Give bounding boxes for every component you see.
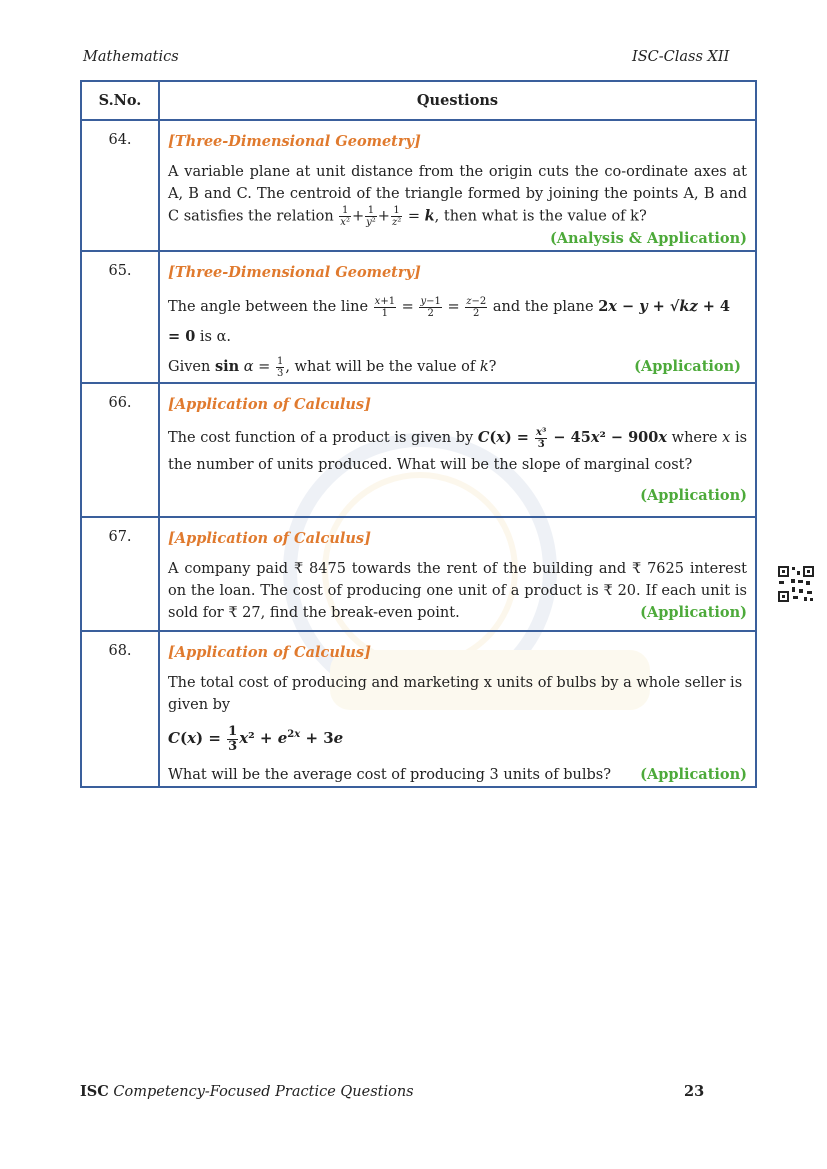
col-header-sno: S.No. <box>81 81 159 120</box>
header-subject: Mathematics <box>83 49 179 65</box>
question-row <box>81 120 756 251</box>
question-text: A company paid ₹ 8475 towards the rent of the building and ₹ 7625 interest on the loan. The cost of producing one unit of a product is ₹ 20. If each unit is sold for ₹ 27, find the break-even point. (Application) <box>168 558 747 624</box>
footer-title: ISC Competency-Focused Practice Questions <box>80 1083 414 1100</box>
question-tag: (Application) <box>640 604 747 621</box>
question-topic: [Application of Calculus] <box>168 644 371 661</box>
col-header-questions: Questions <box>159 81 756 120</box>
question-row <box>81 383 756 517</box>
question-topic: [Application of Calculus] <box>168 396 371 413</box>
questions-table <box>80 80 757 788</box>
question-text: The cost function of a product is given by C(x) = $\frac{\text{x³}}{3}$ − 45x² − 900x where x is the number of units produced. What will be the slope of marginal cost? <box>168 426 748 473</box>
header-class: ISC-Class XII <box>632 49 730 65</box>
question-tag: (Application) <box>634 358 741 375</box>
qr-code-icon[interactable] <box>777 565 815 603</box>
question-topic: [Application of Calculus] <box>168 530 371 547</box>
question-row <box>81 251 756 383</box>
question-row <box>81 517 756 631</box>
question-row <box>81 631 756 787</box>
question-number: 64. <box>81 120 159 251</box>
question-number: 68. <box>81 631 159 787</box>
question-tag: (Application) <box>640 765 747 783</box>
question-number: 67. <box>81 517 159 631</box>
question-text: The angle between the line $\frac{x+1}{1}$ = $\frac{y-1}{2}$ = $\frac{z-2}{2}$ and the plane 2x − y + √kz + 4 = 0 is α. Given sin α = $\frac{1}{3}$ , what will be the value of k? (Application) <box>168 292 747 382</box>
question-tag: (Application) <box>640 487 747 504</box>
question-text: The total cost of producing and marketing x units of bulbs by a whole seller is given by C(x) = $\frac{1}{3}$ $x^2 + e^{2x} + 3e$ What will be the average cost of producing 3 units of bulbs? (Application) <box>168 672 747 786</box>
question-tag: (Analysis & Application) <box>549 230 747 247</box>
question-topic: [Three-Dimensional Geometry] <box>168 133 421 150</box>
page-number: 23 <box>684 1083 705 1100</box>
question-number: 65. <box>81 251 159 383</box>
question-topic: [Three-Dimensional Geometry] <box>168 264 421 281</box>
question-text: A variable plane at unit distance from the origin cuts the co-ordinate axes at A, B and C. The centroid of the triangle formed by joining the points A, B and C satisfies the relation $\frac{1}{\text{x²}}$ + $\frac{1}{\text{y²}}$ + $\frac{1}{\text{z²}}$ = k, then what is the value of k? (Analysis & Application) <box>168 161 747 228</box>
question-number: 66. <box>81 383 159 517</box>
